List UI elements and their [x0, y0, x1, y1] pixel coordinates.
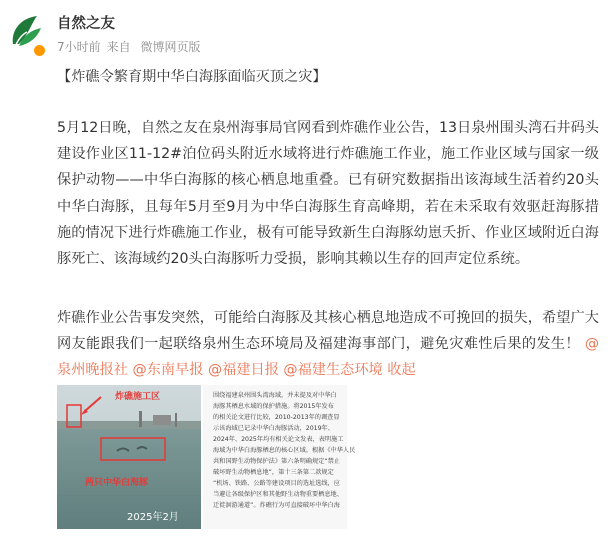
doc-line: 海域为中华白海豚栖息的核心区域。根据《中华人民	[213, 447, 356, 454]
post-image-document[interactable]	[203, 385, 356, 529]
collapse-link[interactable]: 收起	[387, 362, 416, 379]
mention-quanzhou-evening[interactable]: @泉州晚报社	[57, 336, 599, 379]
doc-line: 示该海域已记录中华白海豚活动，2019年、	[213, 425, 334, 432]
post-header	[0, 0, 608, 60]
verified-badge-icon	[33, 44, 46, 57]
doc-line: “机场、铁路、公路等建设项目的选址选线，应	[213, 480, 340, 487]
post-image-photo[interactable]	[57, 385, 201, 529]
doc-line: 破坏野生动物栖息地”，第十三条第二款规定	[213, 469, 334, 476]
paragraph-2-text: 炸礁作业公告事发突然，可能给白海豚及其核心栖息地造成不可挽回的损失，希望广大网友能跟我们一起联络泉州生态环境局及福建海事部门，避免灾难性后果的发生！	[57, 310, 599, 353]
photo-label-dolphins: 两只中华白海豚	[85, 478, 149, 488]
doc-line: 共和国野生动物保护法》第六条明确规定“禁止	[213, 458, 340, 465]
mention-southeast-morning[interactable]: @东南早报	[132, 362, 204, 379]
doc-line: 2024年、2025年均有相关论文发表，表明施工	[213, 436, 344, 443]
mention-fujian-daily[interactable]: @福建日报	[207, 362, 279, 379]
doc-line: 海豚其栖息水域的保护措施。将2015年发布	[213, 403, 334, 410]
post-title: 【炸礁令繁育期中华白海豚面临灭顶之灾】	[57, 69, 327, 85]
doc-line: 围绕福建泉州围头湾海域，并未提及对中华白	[213, 392, 337, 399]
post-paragraph-2	[57, 305, 599, 384]
doc-line: 的相关论文进行比较，2010-2013年的调查显	[213, 414, 340, 421]
photo-date: 2025年2月	[127, 512, 179, 523]
doc-line: 迁徙洄游通道”。炸礁行为可直接破坏中华白海	[213, 502, 340, 509]
post-time[interactable]: 7小时前	[57, 40, 101, 54]
post-meta	[57, 38, 207, 55]
post-paragraph-1: 5月12日晚，自然之友在泉州海事局官网看到炸礁作业公告，13日泉州围头湾石井码头建设作业区11-12#泊位码头附近水域将进行炸礁施工作业，施工作业区域与国家一级保护动物——中华白海豚的核心栖息地重叠。已有研究数据指出该海域生活着约20头中华白海豚，且每年5月至9月为中华白海豚生育高峰期，若在未采取有效驱赶海豚措施的情况下进行炸礁施工作业，极有可能导致新生白海豚幼崽夭折、作业区域附近白海豚死亡、该海域约20头白海豚听力受损，影响其赖以生存的回声定位系统。	[57, 120, 599, 268]
photo-label-blast-zone: 炸礁施工区	[115, 392, 161, 402]
author-name[interactable]: 自然之友	[57, 16, 115, 32]
post-source[interactable]: 微博网页版	[140, 40, 201, 54]
mention-fujian-ecology[interactable]: @福建生态环境	[283, 362, 383, 379]
doc-line: 当避让各级保护区和其他野生动物重要栖息地、	[213, 491, 343, 498]
source-prefix: 来自	[106, 40, 131, 54]
